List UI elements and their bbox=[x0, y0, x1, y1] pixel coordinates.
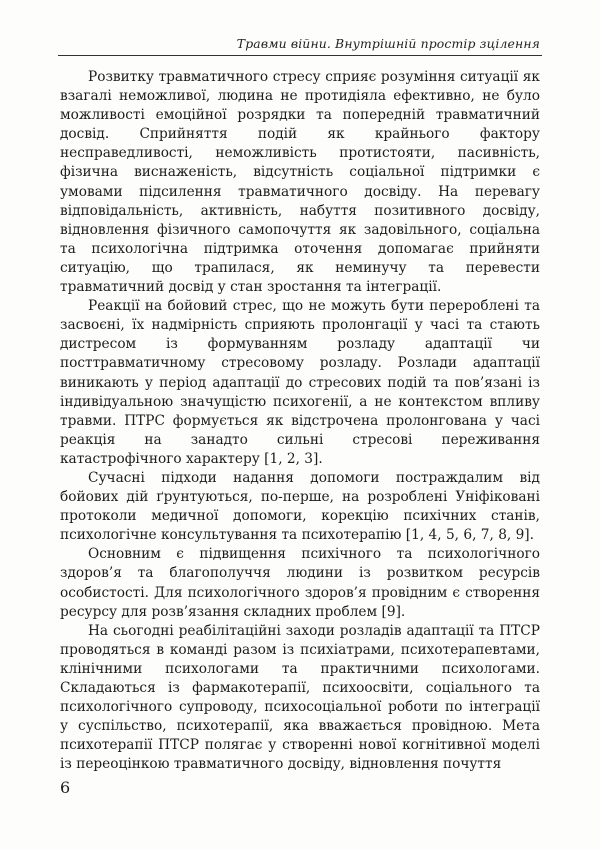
body-text bbox=[60, 68, 540, 774]
paragraph: На сьогодні реабілітаційні заходи розладів адаптації та ПТСР проводяться в команді разом із психіатрами, психотерапевтами, клінічними психологами та практичними психологами. Складаються із фармакотерапії, психоосвіти, соціального та психологічного супроводу, психосоціальної роботи по інтеграції у суспільство, психотерапії, яка вважається провідною. Мета психотерапії ПТСР полягає у створенні нової когнітивної моделі із переоцінкою травматичного досвіду, відновлення почуття bbox=[60, 622, 540, 773]
page-number: 6 bbox=[60, 778, 71, 797]
paragraph: Сучасні підходи надання допомоги постраждалим від бойових дій ґрунтуються, по-перше, на розроблені Уніфіковані протоколи медичної допомоги, корекцію психічних станів, психологічне консультування та психотерапію [1, 4, 5, 6, 7, 8, 9]. bbox=[60, 469, 540, 544]
paragraph: Реакції на бойовий стрес, що не можуть бути перероблені та засвоєні, їх надмірність сприяють пролонгації у часі та стають дистресом із формуванням розладу адаптації чи посттравматичному стресовому розладу. Розлади адаптації виникають у період адаптації до стресових подій та пов’язані із індивідуальною значущістю психогенії, а не контекстом впливу травми. ПТРС формується як відстрочена пролонгована у часі реакція на занадто сильні стресові переживання катастрофічного характеру [1, 2, 3]. bbox=[60, 298, 540, 467]
header-rule bbox=[58, 55, 542, 56]
paragraph: Основним є підвищення психічного та психологічного здоров’я та благополуччя людини із розвитком ресурсів особистості. Для психологічного здоров’я провідним є створення ресурсу для розв’язання складних проблем [9]. bbox=[60, 546, 540, 620]
running-head: Травми війни. Внутрішній простір зцілення bbox=[236, 36, 540, 51]
paragraph: Розвитку травматичного стресу сприяє розуміння ситуації як взагалі неможливої, людина не протидіяла ефективно, не було можливості емоційної розрядки та попередній травматичний досвід. Сприйняття подій як крайнього фактору несправедливості, неможливість протистояти, пасивність, фізична виснаженість, відсутність соціальної підтримки є умовами підсилення травматичного досвіду. На перевагу відповідальність, активність, набуття позитивного досвіду, відновлення фізичного самопочуття як задовільного, соціальна та психологічна підтримка оточення допомагає прийняти ситуацію, що трапилася, як неминучу та перевести травматичний досвід у стан зростання та інтеграції. bbox=[60, 69, 540, 296]
